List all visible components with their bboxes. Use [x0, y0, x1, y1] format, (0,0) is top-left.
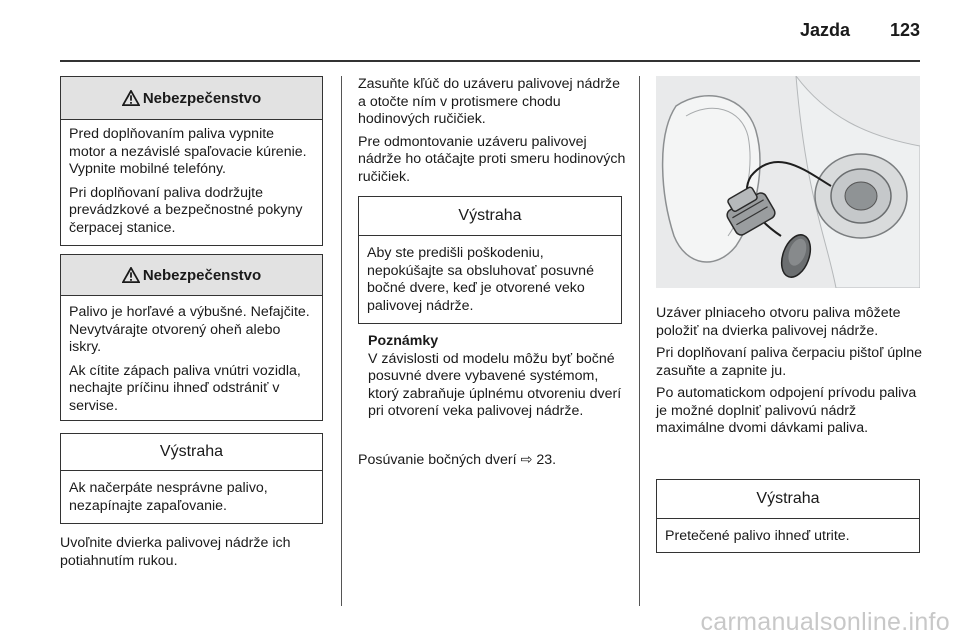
page-number: 123	[889, 20, 920, 40]
crossref-page: 23.	[536, 452, 557, 468]
warning-box-body	[359, 236, 621, 315]
warning-box-body	[61, 471, 322, 515]
warning-box-2	[358, 196, 622, 324]
note-text: V závislosti od modelu môžu byť bočné posuvné dvere vybavené systémom, ktorý zabraňuje úplnému otvoreniu dverí pri otvorení veka palivovej nádrže.	[368, 350, 622, 419]
body-text: Pre odmontovanie uzáveru palivovej nádrže ho otáčajte proti smeru hodinových ručičiek.	[358, 133, 626, 185]
danger-box-header	[61, 255, 322, 296]
danger-text: Pri doplňovaní paliva dodržujte prevádzkové a bezpečnostné pokyny čerpacej stanice.	[69, 184, 303, 236]
warning-box-header	[359, 197, 621, 236]
danger-box-body	[61, 296, 322, 415]
danger-box-1	[60, 76, 323, 246]
danger-text: Palivo je horľavé a výbušné. Nefajčite. Nevytvárajte otvorený oheň alebo iskry.	[69, 304, 310, 355]
body-text: Pri doplňovaní paliva čerpaciu pištoľ úplne zasuňte a zapnite ju.	[656, 345, 922, 379]
note-title: Poznámky	[368, 333, 439, 349]
warning-heading: Výstraha	[756, 490, 820, 507]
column3-text	[656, 305, 924, 438]
column-divider	[639, 76, 640, 606]
warning-box-1	[60, 433, 323, 524]
header-divider	[60, 60, 920, 62]
danger-text: Pred doplňovaním paliva vypnite motor a nezávislé spaľovacie kúrenie. Vypnite mobilné telefóny.	[69, 126, 307, 177]
danger-heading: Nebezpečenstvo	[142, 89, 262, 107]
column2-intro	[358, 76, 626, 186]
body-text: Uvoľnite dvierka palivovej nádrže ich potiahnutím rukou.	[60, 535, 291, 569]
danger-heading: Nebezpečenstvo	[142, 266, 262, 284]
warning-heading: Výstraha	[159, 443, 224, 460]
column-divider	[341, 76, 342, 606]
note-block	[368, 333, 630, 421]
danger-box-2	[60, 254, 323, 421]
warning-text: Aby ste predišli poškodeniu, nepokúšajte sa obsluhovať posuvné bočné dvere, keď je otvorené veko palivovej nádrže.	[367, 245, 594, 314]
warning-heading: Výstraha	[458, 207, 522, 224]
warning-triangle-icon	[122, 90, 140, 106]
body-text: Uzáver plniaceho otvoru paliva môžete položiť na dvierka palivovej nádrže.	[656, 305, 901, 339]
warning-text: Pretečené palivo ihneď utrite.	[665, 528, 850, 544]
danger-box-body	[61, 120, 322, 237]
fuel-cap-illustration	[656, 76, 920, 288]
warning-box-3	[656, 479, 920, 553]
fuel-filler-drawing	[656, 76, 920, 288]
danger-text: Ak cítite zápach paliva vnútri vozidla, nechajte príčinu ihneď odstrániť v servise.	[69, 362, 301, 414]
warning-box-header	[657, 480, 919, 519]
warning-triangle-icon	[122, 267, 140, 283]
warning-text: Ak načerpáte nesprávne palivo, nezapínajte zapaľovanie.	[69, 480, 268, 514]
page-reference-icon: ⇨	[520, 452, 533, 468]
cross-reference	[358, 452, 626, 470]
body-paragraph	[60, 535, 328, 570]
crossref-text: Posúvanie bočných dverí	[358, 452, 517, 468]
body-text: Po automatickom odpojení prívodu paliva je možné doplniť palivovú nádrž maximálne dvomi dávkami paliva.	[656, 385, 917, 436]
watermark: carmanualsonline.info	[700, 608, 950, 636]
danger-box-header	[61, 77, 322, 120]
section-title: Jazda	[799, 20, 850, 40]
warning-box-header	[61, 434, 322, 471]
warning-box-body	[657, 519, 919, 546]
body-text: Zasuňte kľúč do uzáveru palivovej nádrže a otočte ním v protismere chodu hodinových ručičiek.	[358, 76, 621, 127]
